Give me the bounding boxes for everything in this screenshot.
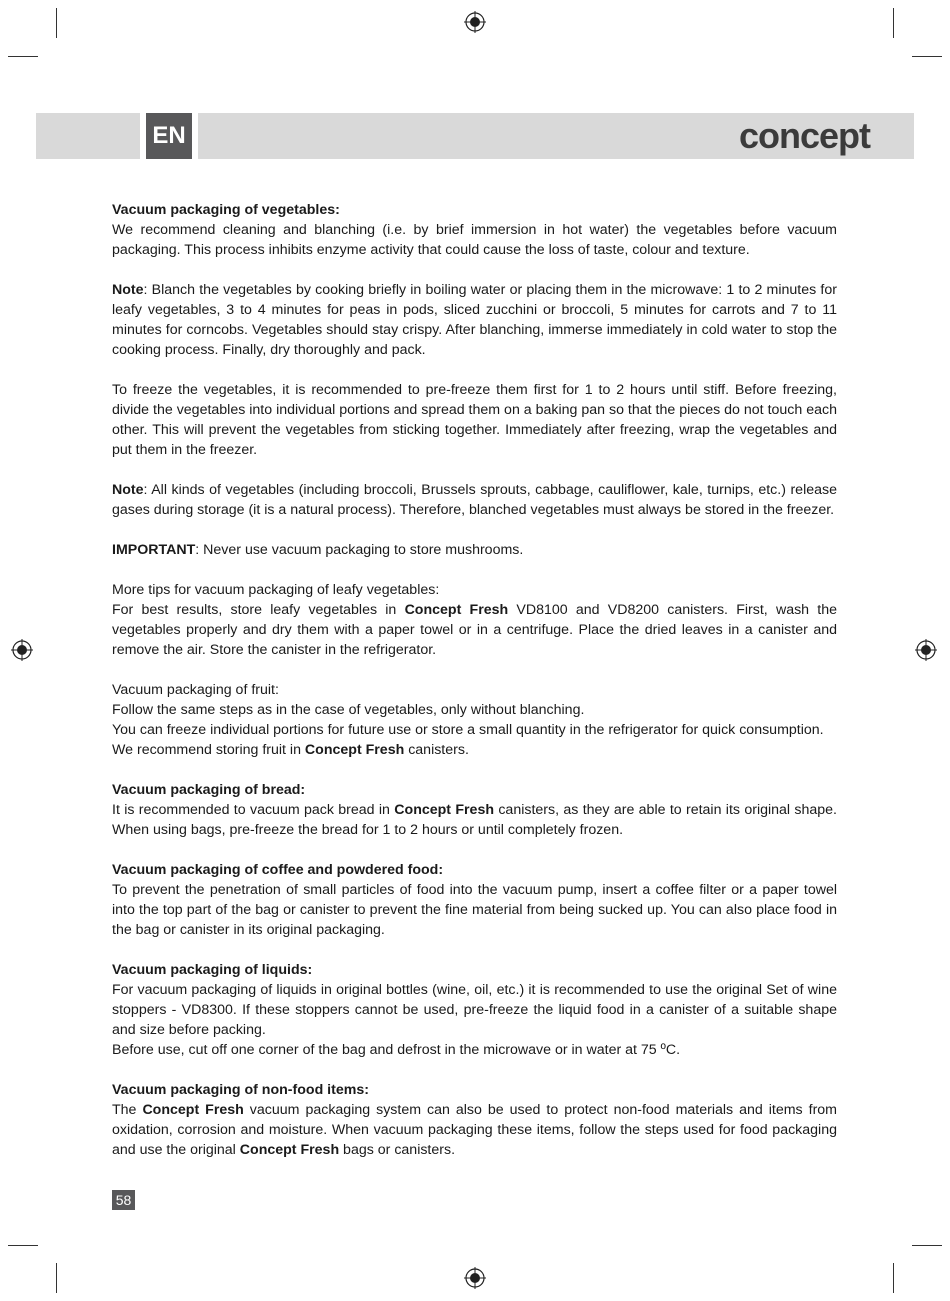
crop-mark	[8, 56, 38, 57]
brand-name: Concept Fresh	[304, 742, 405, 758]
section-heading: Vacuum packaging of vegetables:	[112, 202, 340, 218]
registration-mark-icon	[915, 639, 937, 661]
section-heading: Vacuum packaging of coffee and powdered food:	[112, 862, 444, 878]
body-text: It is recommended to vacuum pack bread in	[112, 802, 395, 818]
registration-mark-icon	[464, 1267, 486, 1289]
paragraph	[112, 960, 837, 1060]
paragraph	[112, 680, 837, 760]
crop-mark	[8, 1245, 38, 1246]
brand-logo: concept	[738, 115, 870, 156]
brand-name: Concept Fresh	[142, 1102, 244, 1118]
paragraph	[112, 480, 837, 520]
body-text: We recommend cleaning and blanching (i.e. by brief immersion in hot water) the vegetables before vacuum packaging. This process inhibits enzyme activity that could cause the loss of taste, colour and texture.	[112, 222, 837, 258]
paragraph	[112, 280, 837, 360]
page-content	[112, 200, 837, 1180]
section-heading: Vacuum packaging of bread:	[112, 782, 306, 798]
body-text: canisters, as they are able to retain its original shape. When using bags, pre-freeze the bread for 1 to 2 hours or until completely frozen.	[112, 802, 837, 838]
crop-mark	[893, 1263, 894, 1293]
section-heading: Vacuum packaging of non-food items:	[112, 1082, 369, 1098]
body-text: : Never use vacuum packaging to store mushrooms.	[195, 542, 524, 558]
crop-mark	[56, 8, 57, 38]
paragraph	[112, 780, 837, 840]
body-text: canisters.	[404, 742, 469, 758]
crop-mark	[893, 8, 894, 38]
note-label: Note	[112, 282, 144, 298]
registration-mark-icon	[464, 11, 486, 33]
body-text: : Blanch the vegetables by cooking briefly in boiling water or placing them in the microwave: 1 to 2 minutes for leafy vegetables, 3 to 4 minutes for peas in pods, sliced zucchini or broccoli, 5 minutes for carrots and 7 to 11 minutes for corncobs. Vegetables should stay crispy. After blanching, immerse immediately in cold water to stop the cooking process. Finally, dry thoroughly and pack.	[112, 282, 837, 358]
body-text: bags or canisters.	[339, 1142, 456, 1158]
body-text: You can freeze individual portions for future use or store a small quantity in the refrigerator for quick consumption.	[112, 722, 824, 738]
paragraph	[112, 1080, 837, 1160]
body-text: vacuum packaging system can also be used to protect non-food materials and items from oxidation, corrosion and moisture. When vacuum packaging these items, follow the steps used for food packaging and use the original	[112, 1102, 838, 1158]
brand-name: Concept Fresh	[404, 602, 509, 618]
note-label: Note	[112, 482, 144, 498]
paragraph	[112, 380, 837, 460]
section-heading: Vacuum packaging of liquids:	[112, 962, 313, 978]
paragraph	[112, 540, 837, 560]
body-text: Before use, cut off one corner of the bag and defrost in the microwave or in water at 75 ºC.	[112, 1042, 681, 1058]
section-heading: More tips for vacuum packaging of leafy vegetables:	[112, 582, 440, 598]
page-number: 58	[112, 1190, 135, 1210]
crop-mark	[912, 56, 942, 57]
language-badge: EN	[146, 113, 192, 159]
body-text: To prevent the penetration of small particles of food into the vacuum pump, insert a coffee filter or a paper towel into the top part of the bag or canister to prevent the fine material from being sucked up. You can also place food in the bag or canister in its original packaging.	[112, 882, 837, 938]
body-text: Follow the same steps as in the case of vegetables, only without blanching.	[112, 702, 585, 718]
body-text: To freeze the vegetables, it is recommended to pre-freeze them first for 1 to 2 hours until stiff. Before freezing, divide the vegetables into individual portions and spread them on a baking pan so that the pieces do not touch each other. This will prevent the vegetables from sticking together. Immediately after freezing, wrap the vegetables and put them in the freezer.	[112, 382, 837, 458]
section-heading: Vacuum packaging of fruit:	[112, 682, 279, 698]
body-text: We recommend storing fruit in	[112, 742, 305, 758]
brand-name: Concept Fresh	[394, 802, 494, 818]
header-left-bar	[36, 113, 140, 159]
paragraph	[112, 200, 837, 260]
crop-mark	[912, 1245, 942, 1246]
brand-name: Concept Fresh	[239, 1142, 340, 1158]
important-label: IMPORTANT	[112, 542, 196, 558]
registration-mark-icon	[11, 639, 33, 661]
body-text: VD8100 and VD8200 canisters. First, wash the vegetables properly and dry them with a paper towel or in a centrifuge. Place the dried leaves in a canister and remove the air. Store the canister in the refrigerator.	[112, 602, 838, 658]
paragraph	[112, 860, 837, 940]
body-text: : All kinds of vegetables (including broccoli, Brussels sprouts, cabbage, cauliflower, kale, turnips, etc.) release gases during storage (it is a natural process). Therefore, blanched vegetables must always be stored in the freezer.	[112, 482, 837, 518]
body-text: For vacuum packaging of liquids in original bottles (wine, oil, etc.) it is recommended to use the original Set of wine stoppers - VD8300. If these stoppers cannot be used, pre-freeze the liquid food in a canister of a suitable shape and size before packing.	[112, 982, 837, 1038]
body-text: For best results, store leafy vegetables in	[112, 602, 405, 618]
crop-mark	[56, 1263, 57, 1293]
paragraph	[112, 580, 837, 660]
body-text: The	[112, 1102, 143, 1118]
